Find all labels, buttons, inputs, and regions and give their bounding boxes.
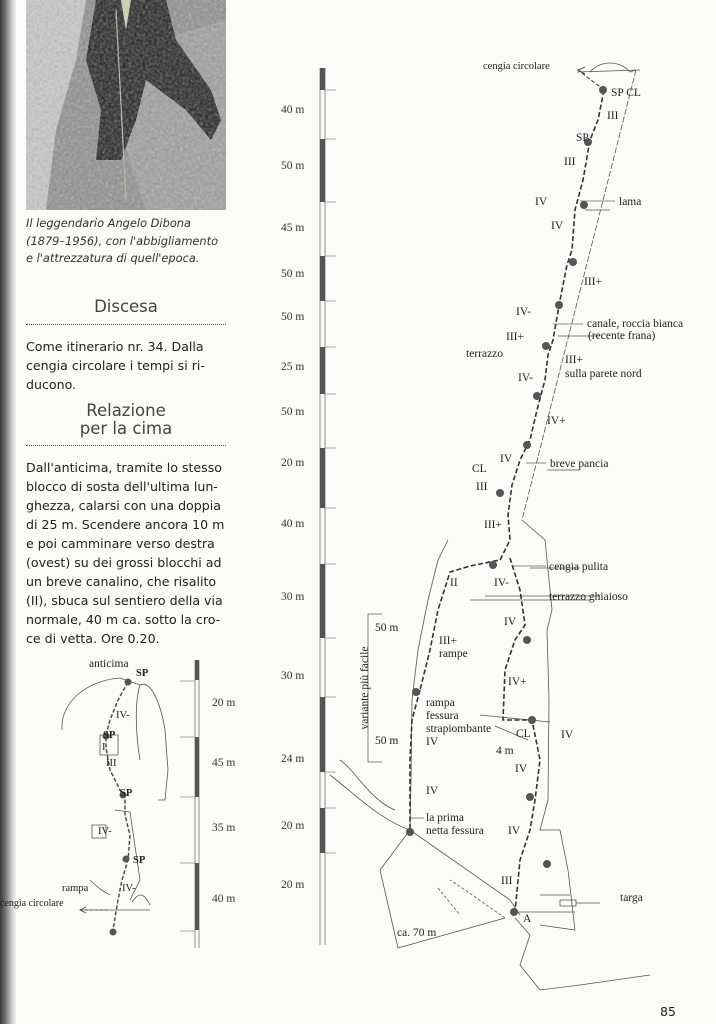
label-grade: IV-	[518, 372, 533, 384]
caption-line: e l'attrezzatura di quell'epoca.	[26, 251, 200, 265]
label-grade: III+	[565, 354, 583, 366]
caption-line: (1879–1956), con l'abbigliamento	[26, 233, 219, 248]
small-scale-bar	[180, 660, 199, 948]
label-ca-70m: ca. 70 m	[397, 927, 437, 939]
belay-station	[526, 793, 534, 801]
label-grade: IV-	[516, 306, 531, 318]
label-parete-nord: sulla parete nord	[565, 368, 642, 380]
belay-station	[599, 86, 607, 94]
label-sp: SP	[576, 132, 589, 144]
text-line: ghezza, calarsi con una doppia	[26, 498, 221, 513]
belay-station	[412, 688, 420, 696]
heading-line: per la cima	[79, 419, 173, 438]
label-cengia-circolare: cengia circolare	[0, 898, 64, 909]
label-rampa: rampa	[62, 883, 89, 894]
label-fessura: fessura	[426, 710, 459, 722]
scale-label: 50 m	[281, 268, 305, 280]
variant-label: variante più facile	[359, 646, 371, 730]
label-grade: IV-	[122, 883, 136, 894]
scale-label: 20 m	[281, 457, 305, 469]
label-grade: III+	[506, 331, 524, 343]
scale-label: 50 m	[281, 406, 305, 418]
label-start-a: A	[523, 913, 532, 925]
scale-label: 35 m	[212, 822, 236, 834]
label-la-prima: la prima	[426, 812, 464, 824]
belay-station	[542, 342, 550, 350]
label-grade: III+	[484, 519, 502, 531]
label-rampa: rampa	[426, 697, 455, 709]
label-grade: IV	[561, 729, 574, 741]
label-grade: IV-	[494, 577, 509, 589]
belay-station	[510, 908, 518, 916]
scale-label: 40 m	[212, 893, 236, 905]
belay-station	[125, 679, 132, 686]
label-breve-pancia: breve pancia	[550, 458, 609, 470]
label-grade: IV	[500, 453, 513, 465]
label-cengia-circolare: cengia circolare	[483, 61, 550, 72]
label-grade: II	[450, 577, 458, 589]
belay-station	[523, 441, 531, 449]
label-grade: III+	[584, 276, 602, 288]
discesa-heading: Discesa	[94, 297, 158, 316]
belay-station	[528, 716, 536, 724]
label-grade: IV	[426, 785, 439, 797]
label-grade: IV	[504, 616, 517, 628]
label-grade: I	[102, 742, 106, 753]
belay-station	[110, 929, 117, 936]
scale-label: 25 m	[281, 361, 305, 373]
label-lama: lama	[619, 196, 642, 208]
text-line: Come itinerario nr. 34. Dalla	[26, 339, 204, 354]
label-grade: IV	[515, 763, 528, 775]
belay-station	[580, 201, 588, 209]
text-line: blocco di sosta dell'ultima lun-	[26, 479, 218, 494]
label-grade: IV	[535, 196, 548, 208]
label-recente-frana: (recente frana)	[588, 330, 656, 342]
belay-station	[496, 489, 504, 497]
page-number: 85	[660, 1004, 676, 1019]
text-line: e poi camminare verso destra	[26, 536, 215, 551]
scale-label: 50 m	[281, 311, 305, 323]
scale-label: 50 m	[281, 160, 305, 172]
label-cl: CL	[472, 463, 487, 475]
label-grade: IV	[508, 825, 521, 837]
text-line: ducono.	[26, 377, 77, 392]
label-grade: IV+	[547, 415, 566, 427]
label-sp: SP	[136, 668, 149, 679]
label-sp: SP	[133, 855, 146, 866]
label-canale: canale, roccia bianca	[587, 318, 684, 330]
label-four-m: 4 m	[496, 745, 514, 757]
label-sp: SP	[120, 788, 133, 799]
text-line: cengia circolare i tempi si ri-	[26, 358, 205, 373]
label-anticima: anticima	[89, 658, 129, 670]
label-grade: III	[501, 875, 513, 887]
text-line: Dall'anticima, tramite lo stesso	[26, 460, 222, 475]
label-netta-fessura: netta fessura	[426, 825, 484, 837]
variant-bottom-length: 50 m	[375, 735, 399, 747]
variant-top-length: 50 m	[375, 622, 399, 634]
text-line: ce di vetta. Ore 0.20.	[26, 631, 160, 646]
label-grade: III	[607, 110, 619, 122]
label-grade: IV-	[116, 710, 130, 721]
label-terrazzo-ghiaioso: terrazzo ghiaioso	[549, 591, 628, 603]
heading-line: Relazione	[86, 401, 166, 420]
label-grade: IV	[551, 220, 564, 232]
label-grade: III+	[439, 635, 457, 647]
text-line: di 25 m. Scendere ancora 10 m	[26, 517, 225, 532]
scale-label: 24 m	[281, 753, 305, 765]
label-sp: SP	[103, 730, 116, 741]
scale-label: 20 m	[281, 879, 305, 891]
belay-station	[533, 392, 541, 400]
label-grade: IV	[426, 736, 439, 748]
label-cengia-pulita: cengia pulita	[549, 561, 609, 573]
belay-station	[523, 636, 531, 644]
belay-station	[555, 301, 563, 309]
label-strapiombante: strapiombante	[426, 723, 492, 735]
scale-label: 20 m	[212, 697, 236, 709]
label-grade: III	[564, 156, 576, 168]
belay-station	[543, 860, 551, 868]
label-targa: targa	[620, 892, 643, 904]
label-grade: IV-	[98, 826, 112, 837]
label-rampe: rampe	[439, 648, 468, 660]
label-sp-cl: SP CL	[611, 87, 641, 99]
belay-station	[489, 561, 497, 569]
text-line: (ovest) su dei grossi blocchi ad	[26, 555, 222, 570]
text-line: (II), sbuca sul sentiero della via	[26, 593, 223, 608]
caption-line: Il leggendario Angelo Dibona	[26, 216, 191, 230]
scale-label: 40 m	[281, 518, 305, 530]
text-line: un breve canalino, che risalito	[26, 574, 217, 589]
label-grade: III	[476, 481, 488, 493]
label-cl: CL	[516, 728, 531, 740]
label-grade: IV+	[508, 676, 527, 688]
text-line: normale, 40 m ca. sotto la cro-	[26, 612, 221, 627]
belay-station	[406, 828, 414, 836]
belay-station	[123, 856, 130, 863]
scale-label: 30 m	[281, 591, 305, 603]
scale-label: 30 m	[281, 670, 305, 682]
main-scale-bar	[320, 68, 336, 945]
scale-label: 20 m	[281, 820, 305, 832]
label-terrazzo: terrazzo	[466, 348, 504, 360]
scale-label: 45 m	[281, 222, 305, 234]
scale-label: 45 m	[212, 757, 236, 769]
label-grade: III	[106, 758, 117, 769]
scale-label: 40 m	[281, 104, 305, 116]
belay-station	[569, 258, 577, 266]
